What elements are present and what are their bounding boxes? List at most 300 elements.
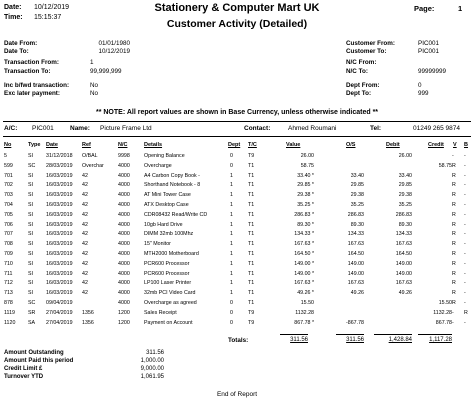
- cell-dept: 1: [230, 260, 233, 267]
- cell-tc: T1: [248, 202, 255, 208]
- cell-ref: 42: [82, 280, 88, 287]
- total-rule: [374, 334, 412, 335]
- cell-no: 701: [4, 172, 13, 179]
- cell-type: SI: [28, 182, 34, 189]
- cell-b: -: [464, 300, 466, 306]
- cell-b: -: [464, 231, 466, 238]
- cell-no: 702: [4, 182, 13, 189]
- cell-debit: 29.38: [398, 192, 412, 199]
- cell-date: 16/03/2019: [46, 202, 73, 208]
- cell-value: 33.40 *: [297, 172, 314, 179]
- cell-v: R: [452, 182, 456, 189]
- cell-value: 26.00: [300, 153, 314, 159]
- cell-nc: 4000: [118, 162, 130, 169]
- cell-value: 149.00 *: [294, 260, 314, 267]
- cell-credit: 867.78: [435, 319, 452, 326]
- cell-nc: 1200: [118, 319, 130, 326]
- cell-no: 713: [4, 290, 13, 297]
- cell-no: 712: [4, 280, 13, 287]
- col-b: B: [464, 142, 468, 148]
- cell-date: 27/04/2019: [46, 319, 73, 326]
- cell-ref: 42: [82, 192, 88, 199]
- cell-type: SI: [28, 251, 34, 257]
- summary-value: 1,000.00: [140, 358, 164, 364]
- table-row: [0, 181, 474, 189]
- cell-debit: 167.63: [395, 241, 412, 248]
- cell-ref: 42: [82, 290, 88, 297]
- divider: [3, 136, 471, 137]
- cell-nc: 4000: [118, 172, 130, 179]
- cell-value: 867.78 *: [294, 319, 314, 326]
- cell-ref: Overchar: [82, 162, 104, 169]
- criteria-value: 01/01/1980: [98, 40, 130, 47]
- cell-value: 29.38 *: [297, 192, 314, 199]
- cell-debit: 149.00: [395, 260, 412, 267]
- cell-os: 49.26: [350, 290, 364, 297]
- total-rule: [418, 334, 452, 335]
- cell-v: R: [452, 202, 456, 208]
- table-row: [0, 270, 474, 278]
- cell-ref: 1356: [82, 309, 94, 316]
- cell-details: Sales Receipt: [144, 309, 177, 316]
- table-row: [0, 260, 474, 268]
- cell-date: 27/04/2019: [46, 309, 73, 316]
- cell-os: 286.83: [347, 211, 364, 218]
- criteria-label: Date To:: [4, 48, 29, 55]
- cell-debit: 149.00: [395, 270, 412, 277]
- table-row: [0, 162, 474, 170]
- cell-b: R: [464, 309, 468, 316]
- cell-os: 35.25: [350, 202, 364, 208]
- page-number: 1: [458, 4, 463, 13]
- cell-ref: 42: [82, 260, 88, 267]
- cell-nc: 4000: [118, 221, 130, 228]
- cell-type: SI: [28, 211, 34, 218]
- tel-value: 01249 265 9874: [413, 125, 460, 132]
- cell-value: 29.85 *: [297, 182, 314, 189]
- col-credit: Credit: [428, 142, 444, 148]
- cell-type: SI: [28, 172, 34, 179]
- cell-debit: 89.30: [398, 221, 412, 228]
- cell-v: R: [452, 211, 456, 218]
- cell-ref: 42: [82, 202, 88, 208]
- col-no: No: [4, 142, 12, 148]
- contact-name: Ahmed Roumani: [288, 125, 337, 132]
- cell-tc: T1: [248, 192, 255, 199]
- cell-dept: 0: [230, 162, 233, 169]
- cell-date: 16/03/2019: [46, 241, 73, 248]
- tel-label: Tel:: [370, 125, 382, 132]
- cell-b: -: [464, 162, 466, 169]
- cell-b: -: [464, 319, 466, 326]
- cell-type: SC: [28, 162, 36, 169]
- cell-type: SI: [28, 153, 34, 159]
- summary-value: 311.56: [146, 350, 164, 356]
- cell-os: 33.40: [350, 172, 364, 179]
- cell-details: PCR600 Processor: [144, 270, 190, 277]
- cell-nc: 4000: [118, 192, 130, 199]
- cell-no: 1120: [4, 319, 16, 326]
- cell-debit: 286.83: [395, 211, 412, 218]
- cell-no: 711: [4, 270, 13, 277]
- cell-b: -: [464, 260, 466, 267]
- cell-os: 29.38: [350, 192, 364, 199]
- cell-date: 16/03/2019: [46, 182, 73, 189]
- cell-b: -: [464, 172, 466, 179]
- currency-note: ** NOTE: All report values are shown in Base Currency, unless otherwise indicated **: [95, 109, 379, 116]
- cell-dept: 1: [230, 231, 233, 238]
- cell-tc: T1: [248, 300, 255, 306]
- cell-nc: 4000: [118, 280, 130, 287]
- customer-name: Picture Frame Ltd: [100, 125, 152, 132]
- criteria-value: PIC001: [418, 48, 440, 55]
- criteria-label: Transaction To:: [4, 68, 51, 75]
- cell-date: 28/03/2019: [46, 162, 73, 169]
- end-of-report: End of Report: [216, 391, 258, 398]
- cell-os: 149.00: [347, 270, 364, 277]
- criteria-value: 10/12/2019: [98, 48, 130, 55]
- cell-dept: 1: [230, 241, 233, 248]
- cell-ref: 42: [82, 211, 88, 218]
- cell-b: -: [464, 153, 466, 159]
- table-row: [0, 201, 474, 209]
- cell-ref: O/BAL: [82, 153, 98, 159]
- cell-v: R: [452, 280, 456, 287]
- cell-details: 15" Monitor: [144, 241, 171, 248]
- col-ref: Ref: [82, 142, 91, 148]
- cell-b: -: [464, 202, 466, 208]
- cell-date: 31/12/2018: [46, 153, 73, 159]
- cell-details: Payment on Account: [144, 319, 193, 326]
- cell-tc: T1: [248, 260, 255, 267]
- criteria-value: PIC001: [418, 40, 440, 47]
- cell-nc: 4000: [118, 300, 130, 306]
- cell-tc: T1: [248, 162, 255, 169]
- cell-b: -: [464, 192, 466, 199]
- cell-details: CDR08432 Read/Write CD: [144, 211, 208, 218]
- cell-v: R: [452, 192, 456, 199]
- cell-dept: 1: [230, 280, 233, 287]
- table-row: [0, 279, 474, 287]
- cell-value: 58.75: [300, 162, 314, 169]
- table-row: [0, 230, 474, 238]
- page-label: Page:: [414, 4, 435, 13]
- cell-dept: 0: [230, 300, 233, 306]
- totals-label: Totals:: [228, 337, 249, 344]
- cell-date: 16/03/2019: [46, 280, 73, 287]
- time-label: Time:: [4, 14, 23, 21]
- cell-nc: 4000: [118, 182, 130, 189]
- cell-nc: 4000: [118, 260, 130, 267]
- cell-date: 16/03/2019: [46, 211, 73, 218]
- totals-credit: 1,117.28: [429, 337, 452, 343]
- criteria-value: 99,999,999: [90, 68, 122, 75]
- table-row: [0, 250, 474, 258]
- cell-type: SI: [28, 192, 34, 199]
- cell-dept: 1: [230, 202, 233, 208]
- cell-dept: 1: [230, 251, 233, 257]
- criteria-value: No: [90, 82, 99, 89]
- cell-value: 167.63 *: [294, 241, 314, 248]
- cell-b: -: [464, 280, 466, 287]
- total-rule: [336, 334, 364, 335]
- cell-ref: 42: [82, 270, 88, 277]
- cell-type: SR: [28, 309, 36, 316]
- cell-v: R: [452, 231, 456, 238]
- cell-ref: 42: [82, 182, 88, 189]
- table-row: [0, 172, 474, 180]
- cell-v: R: [452, 270, 456, 277]
- cell-no: 707: [4, 231, 13, 238]
- table-row: [0, 152, 474, 160]
- cell-b: -: [464, 270, 466, 277]
- cell-details: MTH2000 Motherboard: [144, 251, 199, 257]
- cell-details: Shorthand Notebook - 8: [144, 182, 201, 189]
- cell-nc: 4000: [118, 241, 130, 248]
- cell-debit: 167.63: [395, 280, 412, 287]
- cell-nc: 4000: [118, 202, 130, 208]
- cell-os: 149.00: [347, 260, 364, 267]
- cell-details: ATX Desktop Case: [144, 202, 189, 208]
- cell-details: AT Mini Tower Case: [144, 192, 191, 199]
- cell-type: SI: [28, 260, 34, 267]
- cell-os: 167.63: [347, 241, 364, 248]
- summary-value: 1,061.95: [140, 374, 164, 380]
- cell-debit: 134.33: [395, 231, 412, 238]
- criteria-label: Exc later payment:: [4, 90, 60, 97]
- cell-ref: 42: [82, 231, 88, 238]
- cell-debit: 33.40: [398, 172, 412, 179]
- cell-value: 15.50: [300, 300, 314, 306]
- cell-no: 5: [4, 153, 7, 159]
- cell-no: 706: [4, 221, 13, 228]
- cell-ref: 42: [82, 251, 88, 257]
- cell-details: Overcharge as agreed: [144, 300, 197, 306]
- table-row: [0, 191, 474, 199]
- cell-details: DIMM 32mb 100Mhz: [144, 231, 194, 238]
- cell-type: SI: [28, 221, 34, 228]
- cell-dept: 1: [230, 192, 233, 199]
- cell-date: 16/03/2019: [46, 221, 73, 228]
- criteria-value: 99999999: [418, 68, 447, 75]
- criteria-label: Customer To:: [346, 48, 387, 55]
- cell-nc: 1200: [118, 309, 130, 316]
- cell-value: 149.00 *: [294, 270, 314, 277]
- cell-dept: 1: [230, 182, 233, 189]
- cell-dept: 1: [230, 211, 233, 218]
- cell-tc: T1: [248, 182, 255, 189]
- cell-date: 16/03/2019: [46, 172, 73, 179]
- col-dept: Dept: [228, 142, 241, 148]
- cell-v: -: [452, 319, 454, 326]
- col-type: Type: [28, 142, 41, 148]
- cell-dept: 1: [230, 172, 233, 179]
- cell-v: R: [452, 300, 456, 306]
- cell-b: -: [464, 241, 466, 248]
- col-os: O/S: [346, 142, 356, 148]
- cell-details: 10gb Hard Drive: [144, 221, 183, 228]
- cell-no: 599: [4, 162, 13, 169]
- cell-v: R: [452, 260, 456, 267]
- cell-nc: 4000: [118, 231, 130, 238]
- cell-tc: T1: [248, 231, 255, 238]
- total-rule: [280, 334, 308, 335]
- cell-b: -: [464, 290, 466, 297]
- summary-label: Amount Outstanding: [4, 350, 64, 356]
- cell-type: SC: [28, 300, 36, 306]
- cell-ref: 42: [82, 241, 88, 248]
- criteria-value: 1: [90, 59, 94, 66]
- cell-b: -: [464, 221, 466, 228]
- summary-label: Turnover YTD: [4, 374, 44, 380]
- cell-details: LP100 Laser Printer: [144, 280, 192, 287]
- cell-nc: 4000: [118, 270, 130, 277]
- contact-label: Contact:: [244, 125, 271, 132]
- totals-debit: 1,428.84: [388, 337, 412, 343]
- cell-date: 16/03/2019: [46, 192, 73, 199]
- cell-ref: 1356: [82, 319, 94, 326]
- criteria-label: Inc b/fwd transaction:: [4, 82, 70, 89]
- cell-v: R: [452, 172, 456, 179]
- cell-os: 89.30: [350, 221, 364, 228]
- cell-date: 09/04/2019: [46, 300, 73, 306]
- cell-dept: 1: [230, 290, 233, 297]
- cell-tc: T1: [248, 241, 255, 248]
- criteria-label: N/C To:: [346, 68, 368, 75]
- criteria-label: Date From:: [4, 40, 38, 47]
- cell-value: 164.50 *: [294, 251, 314, 257]
- cell-tc: T1: [248, 270, 255, 277]
- cell-value: 1132.28: [295, 309, 314, 316]
- table-row: [0, 299, 474, 307]
- cell-b: -: [464, 182, 466, 189]
- cell-date: 16/03/2019: [46, 290, 73, 297]
- cell-date: 16/03/2019: [46, 270, 73, 277]
- cell-os: -867.78: [346, 319, 364, 326]
- date-label: Date:: [4, 4, 22, 11]
- criteria-label: Dept From:: [346, 82, 380, 89]
- cell-no: 710: [4, 260, 13, 267]
- date-value: 10/12/2019: [34, 4, 70, 11]
- account-code: PIC001: [32, 125, 54, 132]
- cell-date: 16/03/2019: [46, 251, 73, 257]
- cell-v: -: [452, 153, 454, 159]
- cell-nc: 4000: [118, 211, 130, 218]
- report-title: Customer Activity (Detailed): [166, 18, 308, 30]
- cell-v: R: [452, 251, 456, 257]
- cell-debit: 164.50: [395, 251, 412, 257]
- cell-type: SI: [28, 280, 34, 287]
- cell-details: Opening Balance: [144, 153, 185, 159]
- cell-no: 703: [4, 192, 13, 199]
- cell-dept: 0: [230, 153, 233, 159]
- cell-tc: T9: [248, 309, 255, 316]
- cell-value: 167.63 *: [294, 280, 314, 287]
- cell-v: R: [452, 241, 456, 248]
- cell-no: 1119: [4, 309, 15, 316]
- cell-credit: 58.75: [438, 162, 452, 169]
- cell-dept: 1: [230, 270, 233, 277]
- cell-v: R: [452, 162, 456, 169]
- col-nc: N/C: [118, 142, 128, 148]
- cell-type: SI: [28, 231, 34, 238]
- cell-type: SI: [28, 270, 34, 277]
- cell-credit: 15.50: [438, 300, 452, 306]
- cell-details: Overcharge: [144, 162, 172, 169]
- cell-dept: 0: [230, 309, 233, 316]
- cell-ref: 42: [82, 221, 88, 228]
- cell-date: 16/03/2019: [46, 231, 73, 238]
- criteria-label: N/C From:: [346, 59, 377, 66]
- cell-debit: 49.26: [398, 290, 412, 297]
- cell-details: A4 Carbon Copy Book -: [144, 172, 200, 179]
- totals-os: 311.56: [346, 337, 364, 343]
- cell-dept: 1: [230, 221, 233, 228]
- cell-no: 704: [4, 202, 13, 208]
- cell-value: 35.25 *: [297, 202, 314, 208]
- cell-value: 286.83 *: [294, 211, 314, 218]
- col-value: Value: [286, 142, 301, 148]
- cell-no: 708: [4, 241, 13, 248]
- cell-date: 16/03/2019: [46, 260, 73, 267]
- cell-type: SI: [28, 202, 34, 208]
- col-v: V: [453, 142, 457, 148]
- cell-no: 878: [4, 300, 13, 306]
- cell-debit: 26.00: [398, 153, 412, 159]
- col-details: Details: [144, 142, 163, 148]
- cell-value: 89.30 *: [297, 221, 314, 228]
- criteria-value: 0: [418, 82, 422, 89]
- cell-dept: 0: [230, 319, 233, 326]
- cell-tc: T1: [248, 290, 255, 297]
- cell-v: R: [452, 221, 456, 228]
- cell-value: 49.26 *: [297, 290, 314, 297]
- criteria-label: Transaction From:: [4, 59, 59, 66]
- account-label: A/C:: [4, 125, 18, 132]
- cell-tc: T9: [248, 153, 255, 159]
- table-row: [0, 221, 474, 229]
- cell-b: -: [464, 211, 466, 218]
- table-row: [0, 240, 474, 248]
- cell-v: R: [452, 290, 456, 297]
- time-value: 15:15:37: [34, 14, 62, 21]
- criteria-value: No: [90, 90, 99, 97]
- cell-type: SI: [28, 290, 34, 297]
- cell-ref: 42: [82, 172, 88, 179]
- table-row: [0, 309, 474, 317]
- name-label: Name:: [70, 125, 90, 132]
- cell-v: -: [452, 309, 454, 316]
- col-debit: Debit: [386, 142, 400, 148]
- criteria-label: Customer From:: [346, 40, 395, 47]
- cell-value: 134.33 *: [294, 231, 314, 238]
- cell-tc: T1: [248, 172, 255, 179]
- col-tc: T/C: [248, 142, 257, 148]
- criteria-label: Dept To:: [346, 90, 372, 97]
- summary-label: Amount Paid this period: [4, 358, 74, 364]
- cell-nc: 4000: [118, 251, 130, 257]
- cell-os: 29.85: [350, 182, 364, 189]
- cell-no: 705: [4, 211, 13, 218]
- cell-os: 134.33: [347, 231, 364, 238]
- table-row: [0, 289, 474, 297]
- cell-debit: 29.85: [398, 182, 412, 189]
- cell-details: 32mb PCI Video Card: [144, 290, 196, 297]
- cell-os: 164.50: [347, 251, 364, 257]
- divider: [3, 121, 471, 122]
- cell-tc: T1: [248, 211, 255, 218]
- cell-credit: 1132.28: [433, 309, 452, 316]
